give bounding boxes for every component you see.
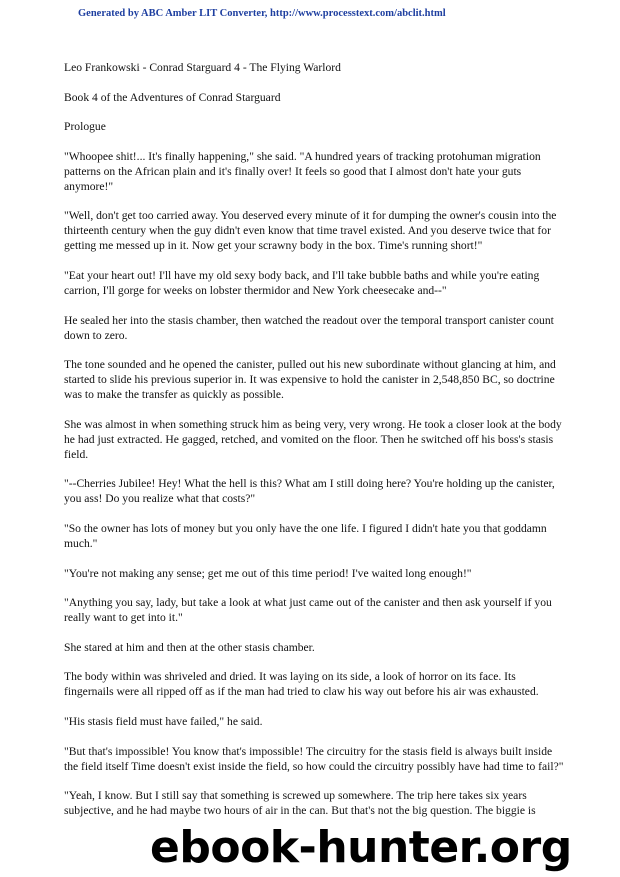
- document-body: [64, 60, 564, 833]
- book-subtitle: Book 4 of the Adventures of Conrad Starguard: [64, 90, 281, 104]
- site-watermark: ebook-hunter.org: [150, 822, 572, 873]
- paragraph: "You're not making any sense; get me out of this time period! I've waited long enough!": [64, 566, 472, 580]
- paragraph: "Anything you say, lady, but take a look at what just came out of the canister and then ask yourself if you really want to get into it.": [64, 596, 552, 625]
- paragraph: "Well, don't get too carried away. You deserved every minute of it for dumping the owner's cousin into the thirteenth century when the guy didn't even know that time travel existed. And you deserve twice that for getting me messed up in it. Now get your scrawny body in the box. Time's running short!": [64, 209, 557, 253]
- converter-banner-link[interactable]: Generated by ABC Amber LIT Converter, http://www.processtext.com/abclit.html: [78, 8, 446, 19]
- document-title: Leo Frankowski - Conrad Starguard 4 - The Flying Warlord: [64, 61, 341, 74]
- paragraph: The body within was shriveled and dried. It was laying on its side, a look of horror on its face. Its fingernails were all ripped off as if the man had tried to claw his way out before his air was exhausted.: [64, 670, 539, 699]
- paragraph: "Yeah, I know. But I still say that something is screwed up somewhere. The trip here takes six years subjective, and he had maybe two hours of air in the can. But that's not the big question. The biggie is: [64, 789, 536, 818]
- paragraph: "But that's impossible! You know that's impossible! The circuitry for the stasis field is always built inside the field itself Time doesn't exist inside the field, so how could the circuitry possibly have had time to fail?": [64, 744, 564, 773]
- paragraph: "His stasis field must have failed," he said.: [64, 714, 263, 728]
- chapter-heading: Prologue: [64, 120, 106, 134]
- paragraph: "So the owner has lots of money but you only have the one life. I figured I didn't hate you that goddamn much.": [64, 521, 547, 550]
- paragraph: "Whoopee shit!... It's finally happening," she said. "A hundred years of tracking protohuman migration patterns on the African plain and it's finally over! It feels so good that I almost don't hate your guts anymore!": [64, 149, 541, 193]
- paragraph: She was almost in when something struck him as being very, very wrong. He took a closer look at the body he had just extracted. He gagged, retched, and vomited on the floor. Then he switched off his boss's stasis field.: [64, 417, 562, 461]
- paragraph: "Eat your heart out! I'll have my old sexy body back, and I'll take bubble baths and while you're eating carrion, I'll gorge for weeks on lobster thermidor and New York cheesecake and--": [64, 268, 540, 297]
- paragraph: The tone sounded and he opened the canister, pulled out his new subordinate without glancing at him, and started to slide his previous superior in. It was expensive to hold the canister in 2,548,850 BC, so doctrine was to make the transfer as quickly as possible.: [64, 358, 556, 402]
- paragraph: He sealed her into the stasis chamber, then watched the readout over the temporal transport canister count down to zero.: [64, 313, 554, 342]
- paragraph: "--Cherries Jubilee! Hey! What the hell is this? What am I still doing here? You're holding up the canister, you ass! Do you realize what that costs?": [64, 477, 555, 506]
- paragraph: She stared at him and then at the other stasis chamber.: [64, 640, 315, 654]
